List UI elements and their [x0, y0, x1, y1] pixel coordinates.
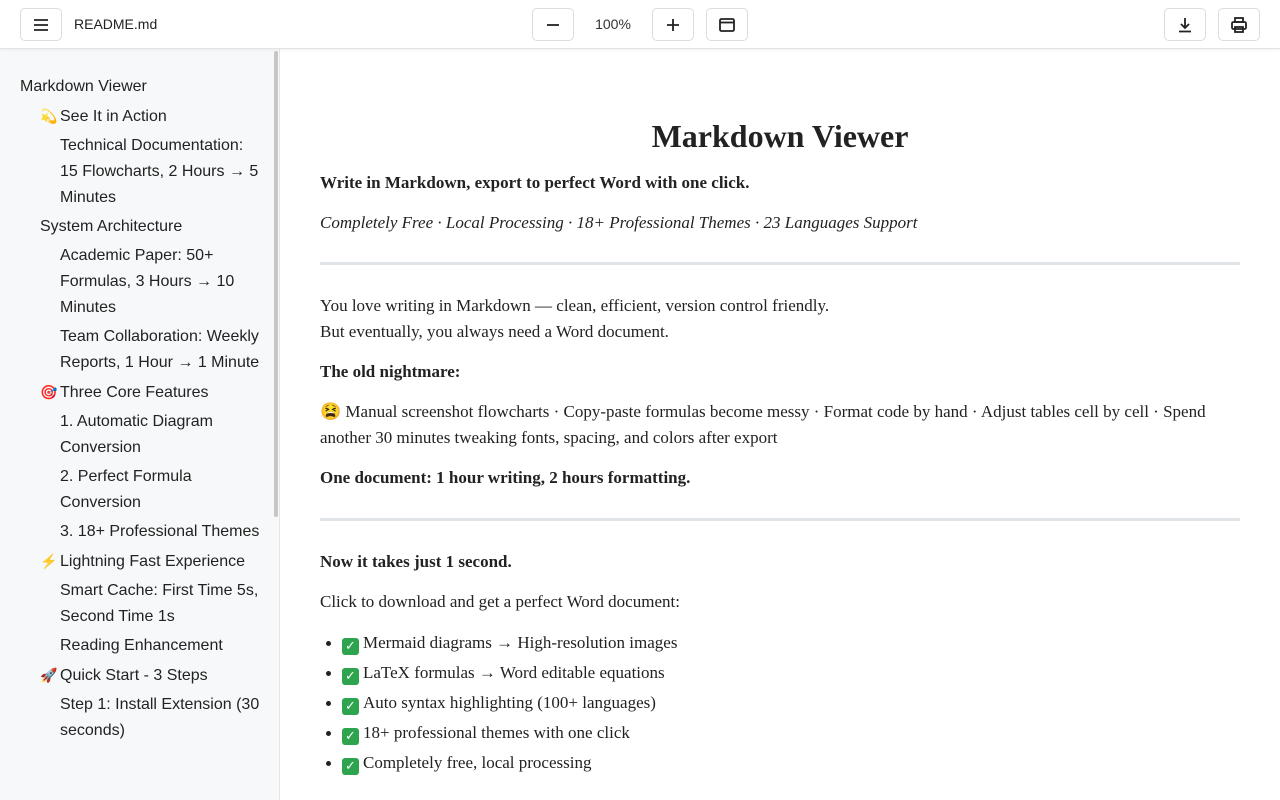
sidebar-scrollbar[interactable]	[274, 51, 278, 517]
zoom-in-button[interactable]	[652, 8, 694, 41]
toc-item[interactable]	[0, 576, 279, 631]
toc-item[interactable]	[0, 131, 279, 212]
toc-item-label: Team Collaboration: Weekly Reports, 1 Hour → 1 Minute	[60, 327, 260, 371]
plus-icon	[664, 16, 682, 34]
toc-item-label: Step 1: Install Extension (30 seconds)	[60, 695, 260, 739]
hamburger-icon	[32, 16, 50, 34]
document-title: Markdown Viewer	[651, 118, 909, 154]
toc-item-label: Quick Start - 3 Steps	[60, 666, 208, 684]
toc-item[interactable]	[0, 462, 279, 517]
list-item-text: Completely free, local processing	[363, 753, 592, 772]
list-item	[320, 688, 1240, 718]
toc-item-label: Academic Paper: 50+ Formulas, 3 Hours → 10 Minutes	[60, 246, 235, 316]
window-icon	[718, 16, 736, 34]
toolbar	[0, 0, 1280, 49]
menu-button[interactable]	[20, 8, 62, 41]
nightmare-description: Manual screenshot flowcharts · Copy-paste formulas become messy · Format code by hand · Adjust tables cell by cell · Spend another 30 minutes tweaking fonts, spacing, and colors after export	[320, 402, 1206, 447]
nightmare-text	[320, 399, 1240, 451]
nightmare-heading: The old nightmare:	[320, 362, 461, 381]
toc-item[interactable]	[0, 517, 279, 546]
toc-item-label: Markdown Viewer	[20, 77, 147, 95]
features-line: Completely Free · Local Processing · 18+ Professional Themes · 23 Languages Support	[320, 213, 918, 232]
list-item	[320, 748, 1240, 778]
check-mark-icon: ✓	[342, 758, 359, 775]
toc-item[interactable]	[0, 660, 279, 690]
toc-emoji-icon: ⚡	[40, 552, 58, 569]
list-item-text: 18+ professional themes with one click	[363, 723, 630, 742]
toc-item-label: See It in Action	[60, 107, 167, 125]
zoom-out-button[interactable]	[532, 8, 574, 41]
toc-emoji-icon: 🎯	[40, 383, 58, 400]
tagline: Write in Markdown, export to perfect Word with one click.	[320, 173, 750, 192]
download-icon	[1176, 16, 1194, 34]
toc-item[interactable]	[0, 212, 279, 241]
toc-item[interactable]	[0, 546, 279, 576]
divider	[320, 518, 1240, 521]
intro-line-2: But eventually, you always need a Word document.	[320, 322, 669, 341]
toc-item[interactable]	[0, 407, 279, 462]
print-button[interactable]	[1218, 8, 1260, 41]
toc-item-label: Lightning Fast Experience	[60, 552, 245, 570]
check-mark-icon: ✓	[342, 638, 359, 655]
now-heading: Now it takes just 1 second.	[320, 552, 512, 571]
toc-item-label: 3. 18+ Professional Themes	[60, 522, 260, 540]
list-item	[320, 658, 1240, 688]
toc-item[interactable]	[0, 241, 279, 322]
toc-item[interactable]	[0, 377, 279, 407]
toc-item-label: Reading Enhancement	[60, 636, 223, 654]
divider	[320, 262, 1240, 265]
file-name: README.md	[74, 16, 158, 32]
toc-item-label: System Architecture	[40, 217, 183, 235]
download-button[interactable]	[1164, 8, 1206, 41]
check-mark-icon: ✓	[342, 728, 359, 745]
layout-button[interactable]	[706, 8, 748, 41]
list-item	[320, 628, 1240, 658]
document-view	[280, 49, 1280, 800]
check-mark-icon: ✓	[342, 698, 359, 715]
toc-emoji-icon: 💫	[40, 107, 58, 124]
toc-item[interactable]	[0, 690, 279, 745]
benefits-list	[320, 628, 1240, 778]
toc-item-label: Technical Documentation: 15 Flowcharts, 2 Hours → 5 Minutes	[60, 136, 259, 206]
summary-text: One document: 1 hour writing, 2 hours formatting.	[320, 468, 691, 487]
zoom-level: 100%	[595, 16, 631, 32]
list-item-text: LaTeX formulas → Word editable equations	[363, 663, 665, 682]
toc-item[interactable]	[0, 322, 279, 377]
list-item	[320, 718, 1240, 748]
tired-face-emoji: 😫	[320, 402, 342, 421]
list-item-text: Auto syntax highlighting (100+ languages)	[363, 693, 656, 712]
toc-item[interactable]	[0, 101, 279, 131]
minus-icon	[544, 16, 562, 34]
list-item-text: Mermaid diagrams → High-resolution images	[363, 633, 678, 652]
printer-icon	[1230, 16, 1248, 34]
toc-emoji-icon: 🚀	[40, 666, 58, 683]
table-of-contents	[0, 49, 280, 800]
toc-item[interactable]	[0, 72, 279, 101]
toc-item-label: Smart Cache: First Time 5s, Second Time 1s	[60, 581, 259, 625]
toc-item-label: 2. Perfect Formula Conversion	[60, 467, 192, 511]
check-mark-icon: ✓	[342, 668, 359, 685]
toc-item[interactable]	[0, 631, 279, 660]
toc-item-label: 1. Automatic Diagram Conversion	[60, 412, 213, 456]
intro-line-1: You love writing in Markdown — clean, efficient, version control friendly.	[320, 296, 830, 315]
click-text: Click to download and get a perfect Word document:	[320, 592, 680, 611]
toc-item-label: Three Core Features	[60, 383, 209, 401]
